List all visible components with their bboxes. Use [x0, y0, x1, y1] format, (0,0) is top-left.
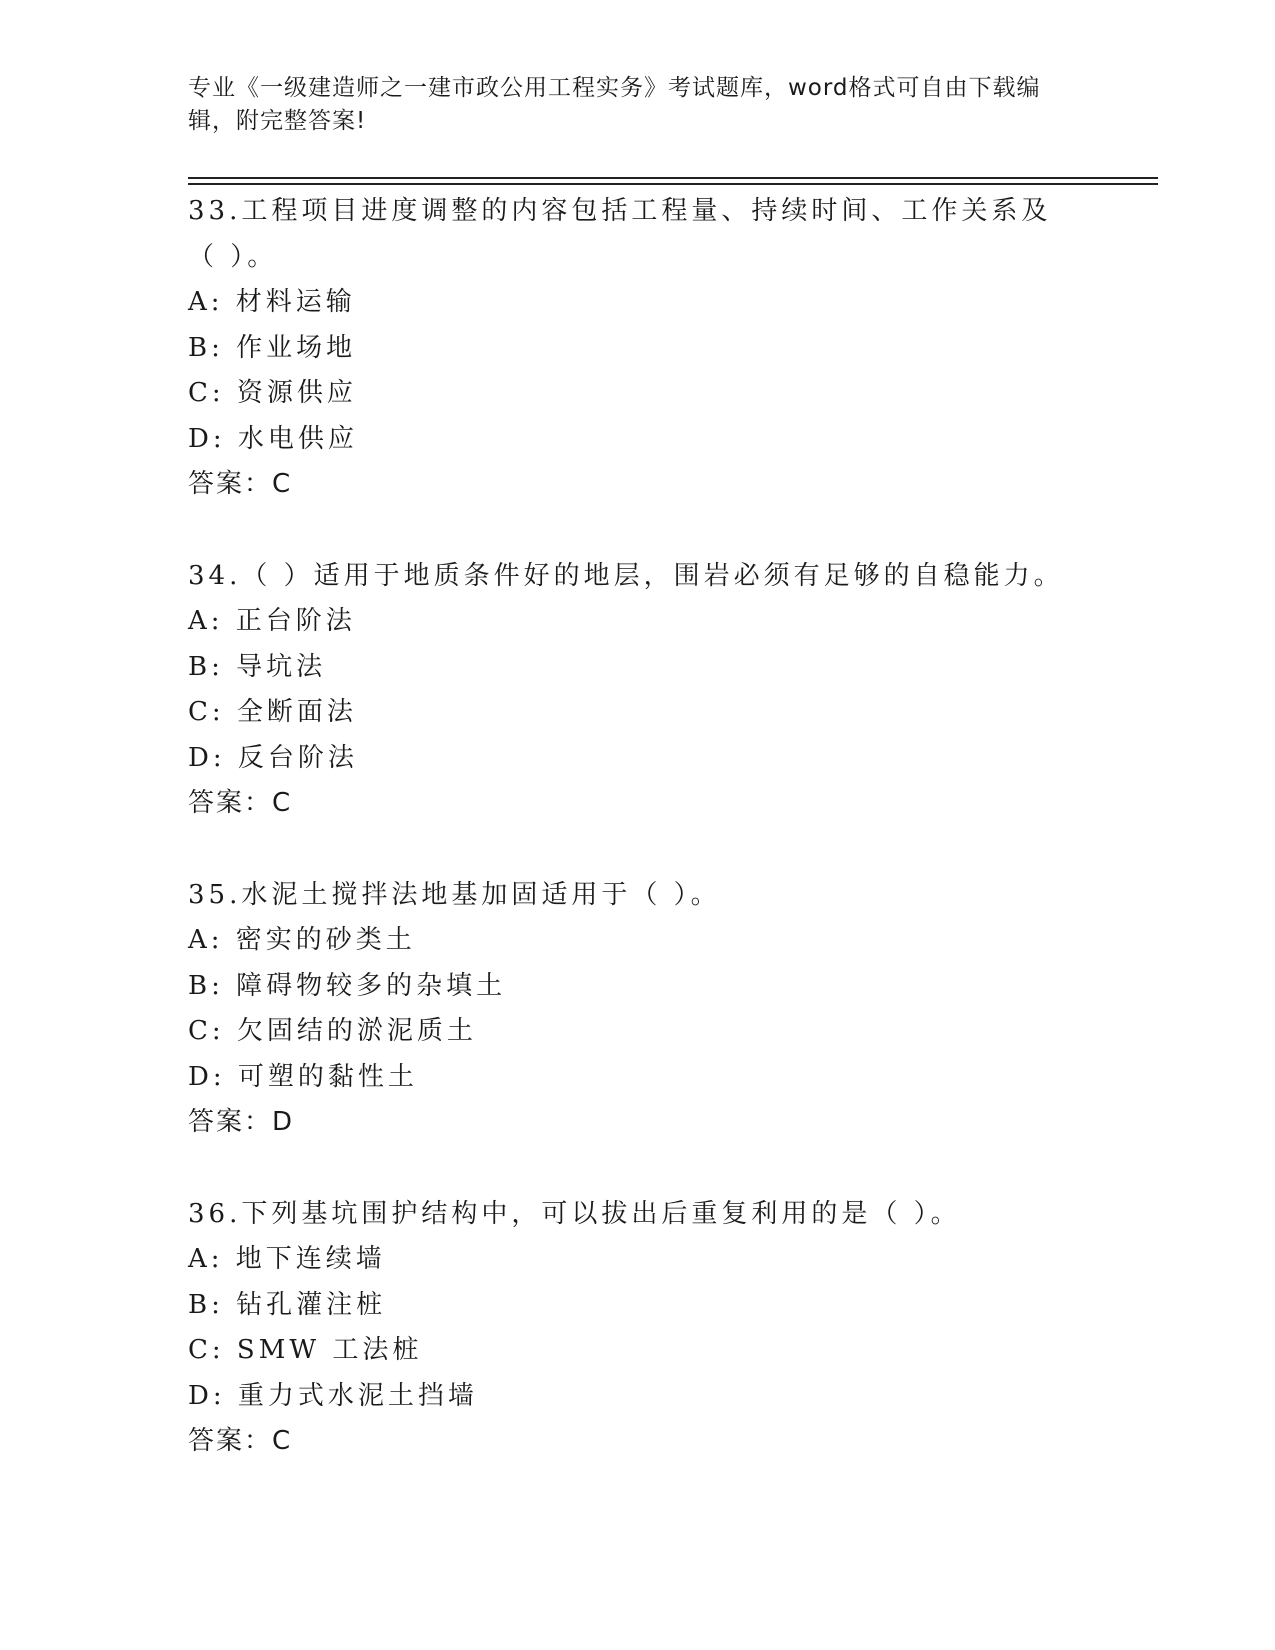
answer-line: 答案：C [188, 788, 293, 818]
question-stem: 36.下列基坑围护结构中，可以拔出后重复利用的是（ ）。 [188, 1198, 961, 1229]
option-b: B: 障碍物较多的杂填土 [188, 970, 507, 1001]
option-c: C: 全断面法 [188, 697, 357, 727]
option-d: D: 可塑的黏性土 [188, 1061, 418, 1092]
question-34 [188, 554, 1088, 827]
question-stem: 33.工程项目进度调整的内容包括工程量、持续时间、工作关系及（ ）。 [188, 196, 1052, 272]
option-d: D: 水电供应 [188, 423, 358, 454]
option-a: A: 材料运输 [188, 287, 356, 317]
option-c: C: 欠固结的淤泥质土 [188, 1016, 477, 1046]
question-list [188, 189, 1088, 1511]
option-d: D: 重力式水泥土挡墙 [188, 1380, 478, 1411]
answer-line: 答案：C [188, 469, 293, 499]
option-c: C: 资源供应 [188, 378, 357, 408]
question-36 [188, 1192, 1088, 1465]
question-stem: 34.（ ）适用于地质条件好的地层，围岩必须有足够的自稳能力。 [188, 560, 1064, 591]
option-b: B: 钻孔灌注桩 [188, 1289, 387, 1320]
answer-line: 答案：C [188, 1426, 293, 1456]
question-33 [188, 189, 1088, 508]
header-divider-bottom [188, 183, 1158, 185]
option-a: A: 密实的砂类土 [188, 925, 416, 955]
question-35 [188, 873, 1088, 1146]
option-b: B: 导坑法 [188, 651, 327, 682]
option-a: A: 地下连续墙 [188, 1244, 386, 1274]
option-d: D: 反台阶法 [188, 742, 358, 773]
header-divider-top [188, 177, 1158, 179]
option-a: A: 正台阶法 [188, 606, 356, 636]
question-stem: 35.水泥土搅拌法地基加固适用于（ ）。 [188, 879, 721, 910]
document-intro: 专业《一级建造师之一建市政公用工程实务》考试题库，word格式可自由下载编辑，附完整答案! [188, 75, 1041, 134]
answer-line: 答案：D [188, 1107, 295, 1137]
option-b: B: 作业场地 [188, 332, 357, 363]
option-c: C: SMW 工法桩 [188, 1335, 423, 1365]
